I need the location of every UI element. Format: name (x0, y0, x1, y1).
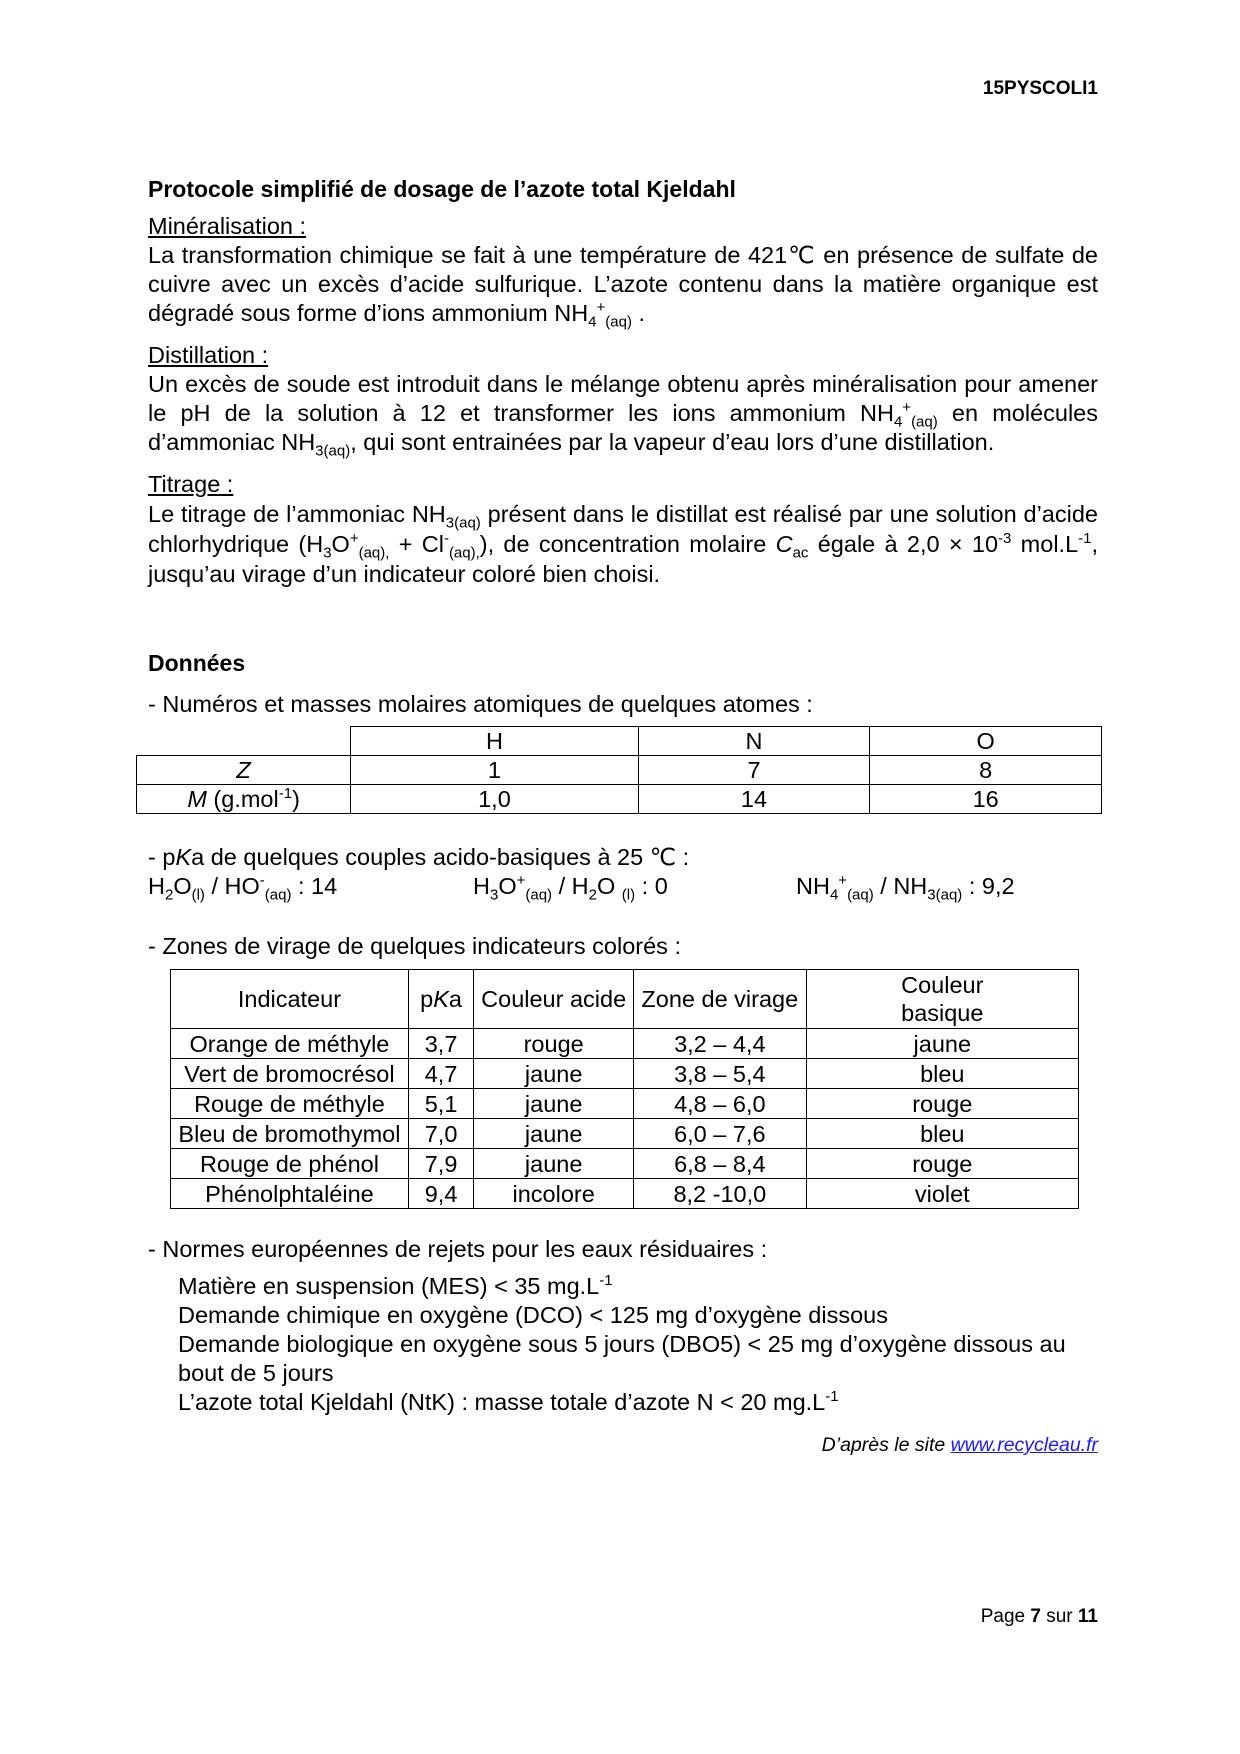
indicator-name: Vert de bromocrésol (171, 1059, 409, 1089)
atoms-cell: 14 (638, 785, 870, 814)
pka-couple-ammonium-ammonia: $NH_4^+_{(aq)} / NH_{3(aq)}$ : 9,2 (796, 872, 1015, 904)
atoms-cell: 7 (638, 756, 870, 785)
atoms-cell: 1 (351, 756, 638, 785)
atoms-table (136, 726, 1102, 814)
indicator-pka: 7,0 (408, 1119, 473, 1149)
indicator-acid-color: jaune (474, 1119, 634, 1149)
mineralisation-label: Minéralisation : (148, 213, 307, 239)
indicator-zone: 3,8 – 5,4 (634, 1059, 807, 1089)
indicator-basic-color: rouge (806, 1149, 1078, 1179)
atoms-col-h: H (351, 727, 638, 756)
indicator-zone: 3,2 – 4,4 (634, 1029, 807, 1059)
indicators-header-acid: Couleur acide (474, 970, 634, 1029)
indicator-acid-color: rouge (474, 1029, 634, 1059)
distillation-label: Distillation : (148, 342, 269, 368)
indicator-zone: 4,8 – 6,0 (634, 1089, 807, 1119)
atoms-row-z-label: Z (137, 756, 351, 785)
indicator-row (171, 1059, 1079, 1089)
titrage-section (148, 470, 1098, 589)
indicator-name: Bleu de bromothymol (171, 1119, 409, 1149)
pka-couple-water-hydroxide: $H_2O_{(l)} / HO^-_{(aq)}$ : 14 (148, 872, 338, 904)
indicators-table (170, 969, 1079, 1209)
norms-intro: - Normes européennes de rejets pour les eaux résiduaires : (148, 1236, 768, 1262)
indicator-pka: 4,7 (408, 1059, 473, 1089)
indicator-name: Orange de méthyle (171, 1029, 409, 1059)
indicator-acid-color: jaune (474, 1149, 634, 1179)
indicator-basic-color: rouge (806, 1089, 1078, 1119)
source-link[interactable]: www.recycleau.fr (950, 1434, 1098, 1456)
atoms-row-m-label: M (g.mol$^{-1}$) (137, 785, 351, 814)
indicators-header-pka: pKa (408, 970, 473, 1029)
mineralisation-text: La transformation chimique se fait à une température de 421℃ en présence de sulfate de cuivre avec un excès d’acide sulfurique. L’azote contenu dans la matière organique est dégradé sous forme d’ions ammonium $NH_4^+_{(aq)}$ . (148, 242, 1098, 331)
indicator-row (171, 1089, 1079, 1119)
indicator-row (171, 1179, 1079, 1209)
indicators-intro: - Zones de virage de quelques indicateurs colorés : (148, 933, 681, 959)
indicator-zone: 8,2 -10,0 (634, 1179, 807, 1209)
atoms-row-z (137, 756, 1102, 785)
indicator-row (171, 1119, 1079, 1149)
indicator-zone: 6,8 – 8,4 (634, 1149, 807, 1179)
indicator-pka: 9,4 (408, 1179, 473, 1209)
atoms-cell: 8 (870, 756, 1102, 785)
atoms-cell: 16 (870, 785, 1102, 814)
source-credit: D’après le site www.recycleau.fr (821, 1434, 1098, 1456)
indicator-pka: 7,9 (408, 1149, 473, 1179)
distillation-section (148, 341, 1099, 460)
atoms-empty-cell (137, 727, 351, 756)
indicator-name: Rouge de phénol (171, 1149, 409, 1179)
main-content (148, 175, 1098, 1460)
norms-list (148, 1272, 1098, 1417)
protocol-title: Protocole simplifié de dosage de l’azote total Kjeldahl (148, 176, 736, 202)
indicators-body (171, 1029, 1079, 1209)
atoms-cell: 1,0 (351, 785, 638, 814)
indicator-acid-color: incolore (474, 1179, 634, 1209)
indicators-header-basic: Couleur basique (806, 970, 1078, 1029)
indicator-acid-color: jaune (474, 1059, 634, 1089)
norm-ntk: L’azote total Kjeldahl (NtK) : masse totale d’azote N < 20 $mg.L^{-1}$ (178, 1388, 839, 1415)
indicator-name: Rouge de méthyle (171, 1089, 409, 1119)
norm-mes: Matière en suspension (MES) < 35 $mg.L^{-1}$ (178, 1272, 613, 1299)
atoms-col-o: O (870, 727, 1102, 756)
indicator-basic-color: violet (806, 1179, 1078, 1209)
pka-intro: - pKa de quelques couples acido-basiques à 25 ℃ : (148, 844, 690, 870)
pka-couple-oxonium-water: $H_3O^+_{(aq)} / H_2O$ $_{(l)}$ : 0 (473, 872, 668, 904)
indicator-acid-color: jaune (474, 1089, 634, 1119)
indicator-pka: 5,1 (408, 1089, 473, 1119)
titrage-text: Le titrage de l’ammoniac $NH_{3(aq)}$ présent dans le distillat est réalisé par une solution d’acide chlorhydrique $(H_3O^+_{(aq),} + Cl^-_{(aq),})$, de concentration molaire $C_{ac}$ égale à $2,0 \times 10^{-3}$ $mol.L^{-1}$, jusqu’au virage d’un indicateur coloré bien choisi. (148, 501, 1099, 587)
indicator-pka: 3,7 (408, 1029, 473, 1059)
pka-couples-row (148, 872, 1098, 902)
indicator-basic-color: jaune (806, 1029, 1078, 1059)
indicator-name: Phénolphtaléine (171, 1179, 409, 1209)
indicator-basic-color: bleu (806, 1119, 1078, 1149)
indicator-basic-color: bleu (806, 1059, 1078, 1089)
indicators-header-row (171, 970, 1079, 1029)
document-code: 15PYSCOLI1 (982, 78, 1098, 99)
atoms-row-m (137, 785, 1102, 814)
norm-dbo5: Demande biologique en oxygène sous 5 jours (DBO5) < 25 mg d’oxygène dissous au bout de 5 jours (178, 1331, 1066, 1386)
indicator-zone: 6,0 – 7,6 (634, 1119, 807, 1149)
atoms-intro: - Numéros et masses molaires atomiques de quelques atomes : (148, 691, 813, 717)
indicators-header-zone: Zone de virage (634, 970, 807, 1029)
titrage-label: Titrage : (148, 471, 234, 497)
donnees-heading: Données (148, 650, 246, 676)
norm-dco: Demande chimique en oxygène (DCO) < 125 mg d’oxygène dissous (178, 1302, 888, 1328)
atoms-col-n: N (638, 727, 870, 756)
distillation-text: Un excès de soude est introduit dans le mélange obtenu après minéralisation pour amener le pH de la solution à 12 et transformer les ions ammonium $NH_4^+_{(aq)}$ en molécules d’ammoniac $NH_{3(aq)}$, qui sont entrainées par la vapeur d’eau lors d’une distillation. (148, 371, 1099, 460)
indicators-header-indicator: Indicateur (171, 970, 409, 1029)
mineralisation-section (148, 212, 1098, 331)
indicator-row (171, 1029, 1079, 1059)
page-footer: Page 7 sur 11 (980, 1606, 1098, 1627)
indicator-row (171, 1149, 1079, 1179)
atoms-header-row (137, 727, 1102, 756)
